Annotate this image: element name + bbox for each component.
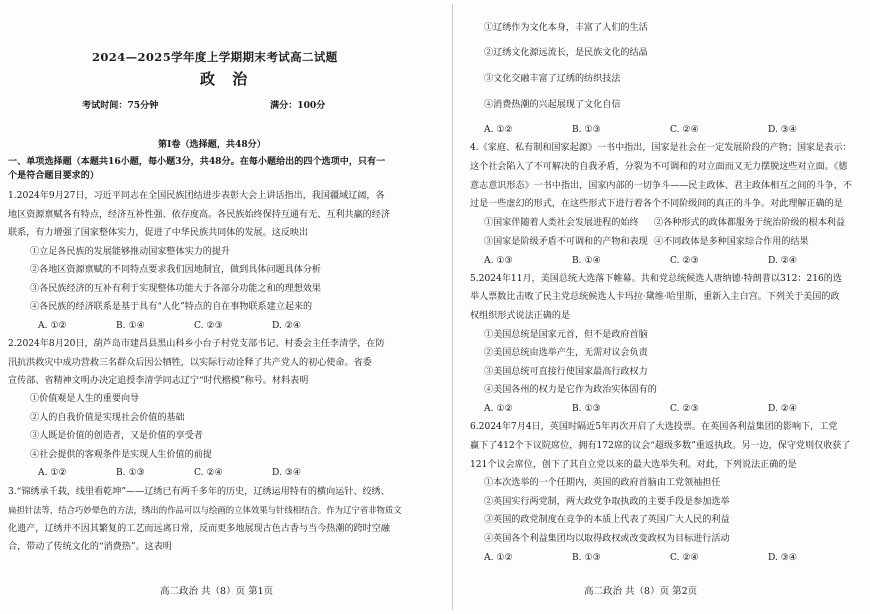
q1-statement-3: ③各民族经济的互补有利于实现整体功能大于各部分功能之和的理想效果 <box>30 284 322 294</box>
q5-line-1: 5.2024年11月，美国总统大选落下帷幕。共和党总统候选人唐纳德·特朗普以312：216的选 <box>470 274 842 284</box>
option-b[interactable]: B. ①④ <box>116 321 145 331</box>
section-instructions-1: 一、单项选择题（本题共16小题，每小题3分，共48分。在每小题给出的四个选项中，只有一 <box>8 156 386 167</box>
q5-statement-4: ④美国各州的权力是它作为政治实体固有的 <box>484 385 657 395</box>
section-instructions-2: 个是符合题目要求的） <box>8 170 99 181</box>
q6-options <box>484 553 846 564</box>
q1-options <box>38 321 350 332</box>
q1-line-3: 联系，有力增强了国家整体实力，促进了中华民族共同体的发展。这反映出 <box>8 228 309 238</box>
q3-line-4: 合，带动了传统文化的“消费热”。这表明 <box>8 542 172 552</box>
option-a[interactable]: A. ①③ <box>484 256 513 266</box>
q3-line-1: 3.“锦绣承千载，线里看乾坤”——辽绣已有两千多年的历史，辽绣运用特有的横向运针、绞绣、 <box>8 487 390 497</box>
option-b[interactable]: B. ①③ <box>572 125 601 135</box>
q4-statement-1: ①国家伴随着人类社会发展进程的始终 <box>484 218 639 228</box>
q2-line-1: 2.2024年8月20日，葫芦岛市建昌县黑山科乡小台子村党支部书记、村委会主任李清学，在防 <box>8 339 385 349</box>
q5-statement-2: ②美国总统由选举产生，无需对议会负责 <box>484 348 648 358</box>
q3-statement-3: ③文化交融丰富了辽绣的纺织技法 <box>484 74 621 84</box>
q6-statement-2: ②英国实行两党制，两大政党争取执政的主要手段是参加选举 <box>484 497 730 507</box>
option-a[interactable]: A. ①② <box>484 553 513 563</box>
q6-line-1: 6.2024年7月4日，英国时隔近5年再次开启了大选投票。在英国各利益集团的影响下，工党 <box>470 422 838 432</box>
q5-statement-3: ③美国总统可直接行使国家最高行政权力 <box>484 367 648 377</box>
q4-options <box>484 256 846 267</box>
right-column <box>466 0 854 614</box>
q2-line-2: 汛抗洪救灾中成功营救三名群众后因公牺牲，以实际行动诠释了共产党人的初心使命。省委 <box>8 358 372 368</box>
section-title: 第Ⅰ卷（选择题，共48分） <box>158 139 266 150</box>
q5-line-2: 举人票数比击败了民主党总统候选人卡玛拉·黛维·哈里斯，重新入主白宫。下列关于美国的政 <box>470 292 840 302</box>
option-c[interactable]: C. ②③ <box>194 321 223 331</box>
q4-line-4: 过是一些虚幻的形式，在这些形式下进行着各个不同阶级间的真正的斗争。对此理解正确的是 <box>470 199 843 209</box>
left-column <box>8 0 438 614</box>
q4-statement-3: ③国家是阶级矛盾不可调和的产物和表现 <box>484 237 648 247</box>
q1-statement-4: ④各民族的经济联系是基于具有“人化”特点的自在事物联系建立起来的 <box>30 302 313 312</box>
option-c[interactable]: C. ②④ <box>194 468 223 478</box>
exam-time: 考试时间：75分钟 <box>82 100 159 111</box>
q3-statement-4: ④消费热潮的兴起展现了文化自信 <box>484 100 621 110</box>
option-c[interactable]: C. ②④ <box>670 125 699 135</box>
option-a[interactable]: A. ①② <box>484 404 513 414</box>
q6-line-3: 121个议会席位，创下了其自立党以来的最大选举失利。对此，下列说法正确的是 <box>470 460 797 470</box>
footer-page-1: 高二政治 共（8）页 第1页 <box>160 586 274 597</box>
q2-options <box>38 468 350 479</box>
q3-statement-2: ②辽绣文化源远流长，是民族文化的结晶 <box>484 48 648 58</box>
q4-statement-4: ④不同政体是多种国家综合作用的结果 <box>654 237 809 247</box>
q4-line-3: 意志意识形态》一书中指出，国家内部的一切争斗——民主政体、君主政体相互之间的斗争，不 <box>470 181 852 191</box>
q5-options <box>484 404 846 415</box>
q5-statement-1: ①美国总统是国家元首，但不是政府首脑 <box>484 330 648 340</box>
footer-page-2: 高二政治 共（8）页 第2页 <box>584 586 698 597</box>
option-b[interactable]: B. ①③ <box>116 468 145 478</box>
q6-line-2: 赢下了412个下议院席位，拥有172席的议会“超级多数”重返执政。另一边，保守党则仅收获了 <box>470 441 851 451</box>
q3-statement-1: ①辽绣作为文化本身，丰富了人们的生活 <box>484 23 648 33</box>
q1-statement-1: ①立足各民族的发展能够推动国家整体实力的提升 <box>30 247 231 257</box>
q4-line-2: 这个社会陷入了不可解决的自我矛盾，分裂为不可调和的对立面而又无力摆脱这些对立面。《德 <box>470 162 848 172</box>
option-c[interactable]: C. ②③ <box>670 404 699 414</box>
exam-subject: 政 治 <box>200 70 254 88</box>
option-a[interactable]: A. ①② <box>38 321 67 331</box>
option-d[interactable]: D. ②④ <box>272 321 302 331</box>
q4-statement-2: ②各种形式的政体都服务于统治阶级的根本利益 <box>654 218 845 228</box>
option-c[interactable]: C. ②④ <box>670 553 699 563</box>
option-a[interactable]: A. ①② <box>484 125 513 135</box>
option-d[interactable]: D. ③④ <box>768 125 798 135</box>
exam-score: 满分：100分 <box>270 100 326 111</box>
option-d[interactable]: D. ②④ <box>768 404 798 414</box>
q2-statement-2: ②人的自我价值是实现社会价值的基础 <box>30 413 185 423</box>
q4-line-1: 4.《家庭、私有制和国家起源》一书中指出，国家是社会在一定发展阶段的产物；国家是表示： <box>470 143 852 153</box>
q2-statement-4: ④社会提供的客观条件是实现人生价值的前提 <box>30 450 212 460</box>
option-d[interactable]: D. ③④ <box>768 553 798 563</box>
q2-line-3: 宣传部、省精神文明办决定追授李清学同志辽宁“时代楷模”称号。材料表明 <box>8 376 309 386</box>
q1-line-2: 地区资源禀赋各有特点，经济互补性强、依存度高。各民族始终保持互通有无、互利共赢的经济 <box>8 210 390 220</box>
q3-options <box>484 125 846 136</box>
q5-line-3: 权组织形式说法正确的是 <box>470 311 571 321</box>
option-a[interactable]: A. ①② <box>38 468 67 478</box>
q1-line-1: 1.2024年9月27日，习近平同志在全国民族团结进步表彰大会上讲话指出，我国疆域辽阔，各 <box>8 191 385 201</box>
option-b[interactable]: B. ①③ <box>572 404 601 414</box>
q2-statement-3: ③人既是价值的创造者，又是价值的享受者 <box>30 431 203 441</box>
option-c[interactable]: C. ②③ <box>670 256 699 266</box>
q3-line-3: 化遗产，辽绣并不因其繁复的工艺而远离日常，反而更多地展现古色古香与当今热潮的跨时空融 <box>8 524 390 534</box>
q1-statement-2: ②各地区资源禀赋的不同特点要求我们因地制宜，做到具体问题具体分析 <box>30 265 322 275</box>
q2-statement-1: ①价值观是人生的重要向导 <box>30 394 140 404</box>
option-d[interactable]: D. ③④ <box>272 468 302 478</box>
exam-title: 2024—2025学年度上学期期末考试高二试题 <box>92 50 338 64</box>
option-b[interactable]: B. ①④ <box>572 256 601 266</box>
option-b[interactable]: B. ①③ <box>572 553 601 563</box>
q6-statement-1: ①本次选举的一个任期内，英国的政府首脑由工党领袖担任 <box>484 478 721 488</box>
option-d[interactable]: D. ②④ <box>768 256 798 266</box>
q6-statement-3: ③英国的政党制度在竞争的本质上代表了英国广大人民的利益 <box>484 515 730 525</box>
q6-statement-4: ④英国各个利益集团均以取得政权或改变政权为目标进行活动 <box>484 534 730 544</box>
q3-line-2: 扁担针法等，结合巧妙晕色的方法，绣出的作品可以与绘画的立体效果与针线相结合。作为辽宁省非物质文 <box>8 505 402 515</box>
column-divider <box>452 4 453 610</box>
